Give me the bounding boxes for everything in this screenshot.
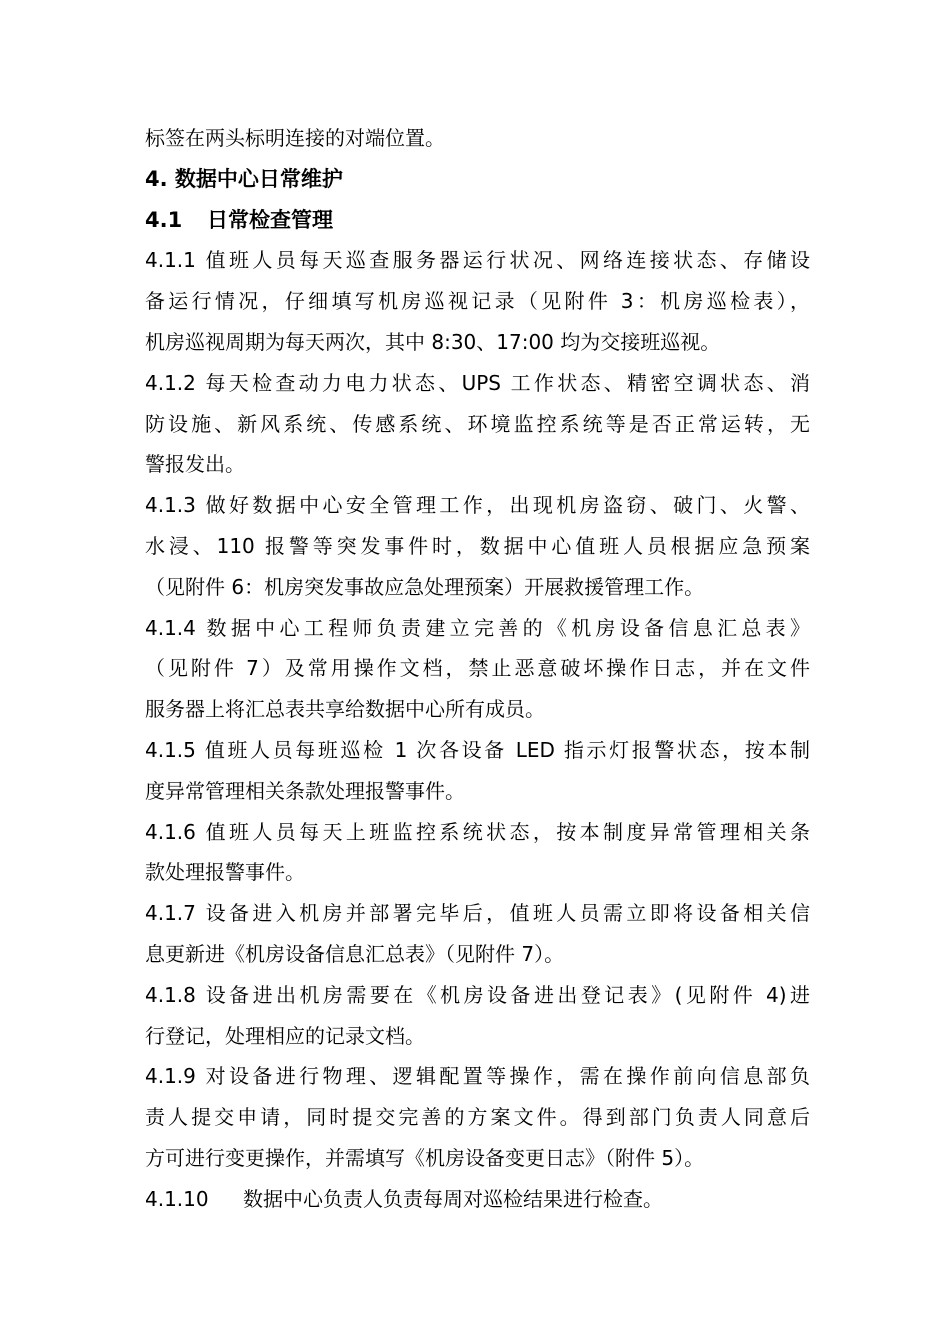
paragraph-line: [145, 1179, 810, 1220]
paragraph-line: 4.1.7 设备进入机房并部署完毕后，值班人员需立即将设备相关信: [145, 901, 810, 926]
paragraph-line: 4.1.9 对设备进行物理、逻辑配置等操作，需在操作前向信息部负: [145, 1064, 810, 1089]
paragraph-line: 行登记，处理相应的记录文档。: [145, 1023, 425, 1048]
paragraph-line: 4.1.1 值班人员每天巡查服务器运行状况、网络连接状态、存储设: [145, 248, 810, 273]
paragraph-line: 机房巡视周期为每天两次，其中 8:30、17:00 均为交接班巡视。: [145, 329, 721, 354]
paragraph-line: （见附件 6：机房突发事故应急处理预案）开展救援管理工作。: [145, 574, 705, 599]
paragraph-line: 4.1.3 做好数据中心安全管理工作，出现机房盗窃、破门、火警、: [145, 493, 810, 518]
paragraph-line: 防设施、新风系统、传感系统、环境监控系统等是否正常运转，无: [145, 411, 810, 436]
paragraph-line: 4.1.8 设备进出机房需要在《机房设备进出登记表》(见附件 4)进: [145, 982, 810, 1007]
paragraph-line: 4.1.4 数据中心工程师负责建立完善的《机房设备信息汇总表》: [145, 615, 810, 640]
subsection-heading: [145, 200, 810, 241]
section-heading: 4. 数据中心日常维护: [145, 166, 343, 191]
paragraph-line: 方可进行变更操作，并需填写《机房设备变更日志》（附件 5）。: [145, 1145, 705, 1170]
paragraph-line: 4.1.6 值班人员每天上班监控系统状态，按本制度异常管理相关条: [145, 819, 810, 844]
paragraph-line: 度异常管理相关条款处理报警事件。: [145, 778, 465, 803]
paragraph-line: 警报发出。: [145, 452, 245, 477]
paragraph-line: 标签在两头标明连接的对端位置。: [145, 126, 445, 150]
clause-text: 数据中心负责人负责每周对巡检结果进行检查。: [243, 1186, 663, 1211]
paragraph-line: 息更新进《机房设备信息汇总表》（见附件 7）。: [145, 941, 565, 966]
clause-number: 4.1.10: [145, 1186, 209, 1211]
paragraph-line: 水浸、110 报警等突发事件时，数据中心值班人员根据应急预案: [145, 533, 810, 558]
document-page: [145, 118, 810, 1220]
paragraph-line: 备运行情况，仔细填写机房巡视记录（见附件 3：机房巡检表），: [145, 289, 810, 314]
paragraph-line: 款处理报警事件。: [145, 860, 305, 885]
subsection-title: 日常检查管理: [207, 207, 333, 232]
paragraph-line: 4.1.5 值班人员每班巡检 1 次各设备 LED 指示灯报警状态，按本制: [145, 737, 810, 762]
paragraph-line: （见附件 7）及常用操作文档，禁止恶意破坏操作日志，并在文件: [145, 656, 810, 681]
subsection-number: 4.1: [145, 207, 183, 232]
paragraph-line: 服务器上将汇总表共享给数据中心所有成员。: [145, 697, 545, 722]
paragraph-line: 责人提交申请，同时提交完善的方案文件。得到部门负责人同意后: [145, 1105, 810, 1130]
paragraph-line: 4.1.2 每天检查动力电力状态、UPS 工作状态、精密空调状态、消: [145, 370, 810, 395]
